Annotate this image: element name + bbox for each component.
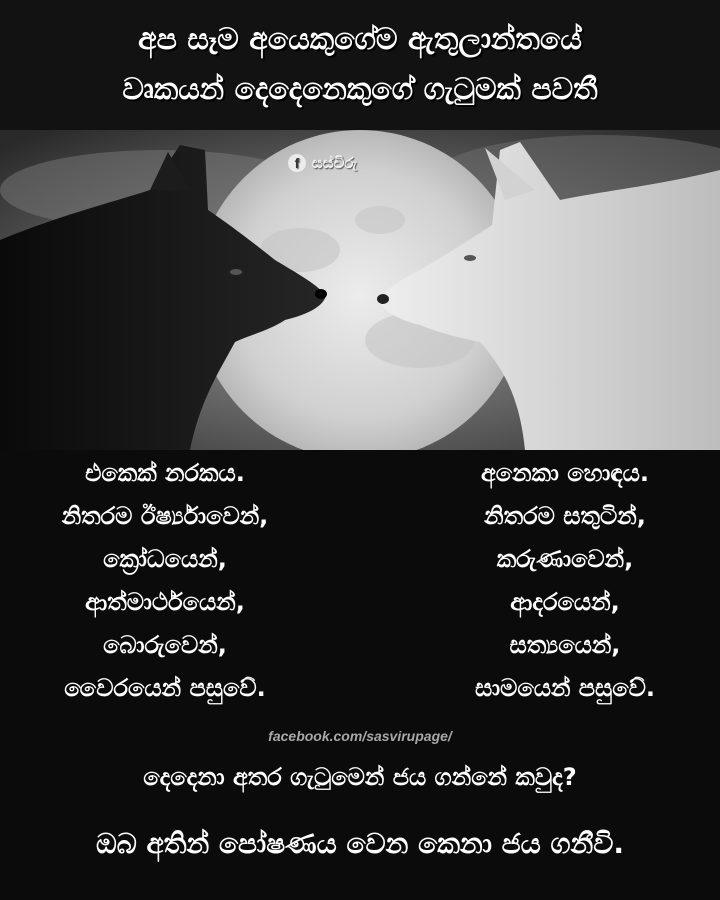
answer-text: ඔබ අතින් පෝෂණය වෙන කෙනා ජය ගනීවි.	[95, 827, 625, 860]
black-wolf-eye	[230, 269, 242, 275]
right-line-3: කරුණාවෙන්,	[496, 545, 634, 573]
left-line-2: නිතරම ඊර්ෂ්‍යාවෙන්,	[61, 502, 269, 530]
moon-crater-3	[355, 206, 405, 234]
left-line-3: ක්‍රෝධයෙන්,	[103, 545, 227, 573]
right-column	[400, 452, 720, 710]
right-line-2: නිතරම සතුටින්,	[484, 502, 646, 530]
question-text: දෙදෙනා අතර ගැටුමෙන් ජය ගන්නේ කවුද?	[143, 763, 577, 791]
right-line-1: අනෙකා හොඳය.	[480, 459, 650, 487]
facebook-page-link: facebook.com/sasvirupage/	[268, 728, 452, 744]
title-line-1: අප සෑම අයෙකුගේම ඇතුලාන්තයේ	[138, 22, 582, 57]
watermark-text: සස්විරු	[312, 154, 357, 172]
left-column	[0, 452, 330, 710]
page-watermark	[288, 154, 357, 172]
left-line-5: බොරුවෙන්,	[103, 631, 227, 659]
right-line-5: සත්‍යයෙන්,	[509, 631, 621, 659]
wolves-illustration	[0, 130, 720, 450]
left-line-4: ආත්මාර්ථයෙන්,	[85, 588, 245, 616]
left-line-1: එකෙක් නරකය.	[85, 459, 245, 487]
title-band	[0, 0, 720, 130]
wolves-photo	[0, 130, 720, 450]
white-wolf-nose	[377, 294, 389, 304]
left-line-6: වෛරයෙන් පසුවේ.	[64, 674, 266, 702]
facebook-icon: f	[288, 154, 306, 172]
right-line-4: ආදරයෙන්,	[510, 588, 620, 616]
white-wolf-eye	[464, 255, 476, 261]
right-line-6: සාමයෙන් පසුවේ.	[474, 674, 656, 702]
black-wolf-nose	[315, 289, 327, 299]
title-line-2: වෘකයන් දෙදෙනෙකුගේ ගැටුමක් පවතී	[122, 72, 598, 107]
